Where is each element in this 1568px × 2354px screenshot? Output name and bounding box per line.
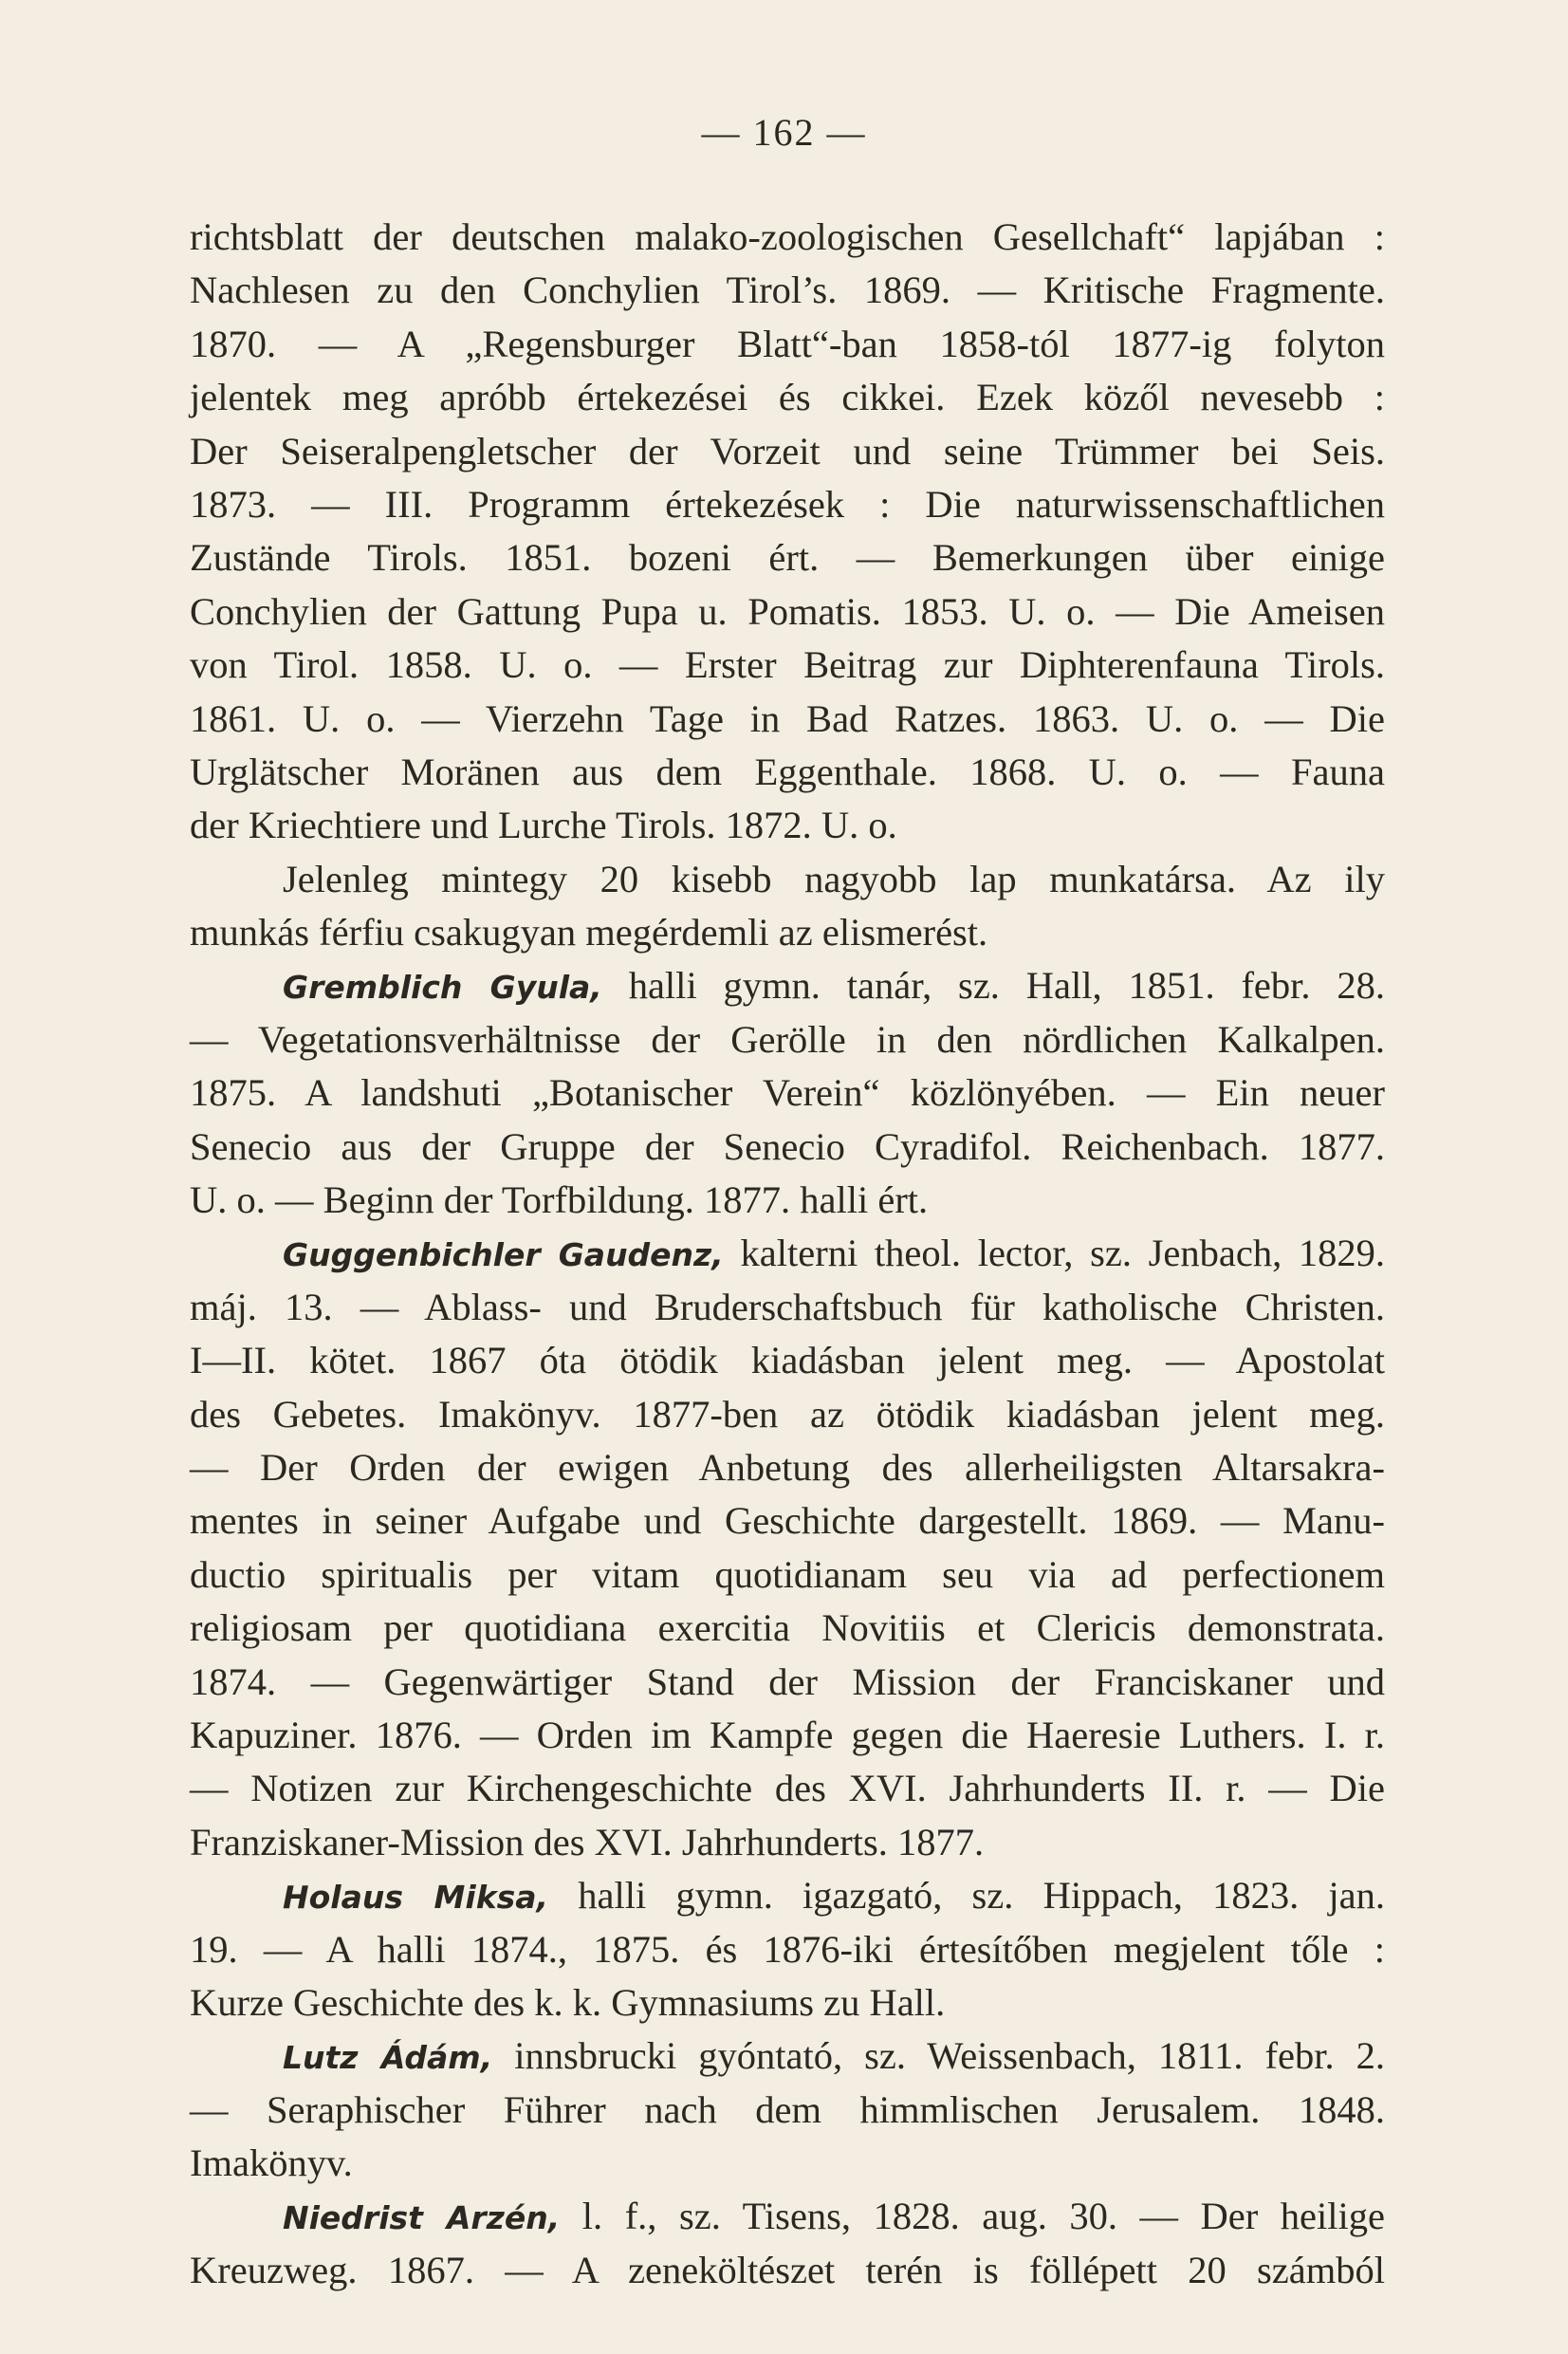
line-text: von Tirol. 1858. U. o. — Erster Beitrag zur Diphterenfauna Tirols. xyxy=(190,643,1385,687)
line-text: máj. 13. — Ablass- und Bruderschaftsbuch für katholische Christen. xyxy=(190,1285,1385,1328)
entry-first-line xyxy=(190,1227,1385,1280)
text-line xyxy=(190,1334,1385,1387)
entry-first-line xyxy=(190,2190,1385,2243)
text-line xyxy=(190,1709,1385,1762)
line-text: — Vegetationsverhältnisse der Gerölle in den nördlichen Kalkalpen. xyxy=(190,1017,1385,1061)
text-line xyxy=(190,746,1385,799)
text-line xyxy=(190,531,1385,584)
text-line xyxy=(190,2244,1385,2297)
line-text: — Notizen zur Kirchengeschichte des XVI. Jahrhunderts II. r. — Die xyxy=(190,1767,1385,1810)
author-name: Lutz Ádám, xyxy=(283,2039,493,2077)
text-line xyxy=(190,585,1385,639)
entry-first-line xyxy=(190,959,1385,1012)
text-line xyxy=(190,211,1385,264)
line-text: Der Seiseralpengletscher der Vorzeit und seine Trümmer bei Seis. xyxy=(190,429,1385,473)
text-line xyxy=(190,425,1385,478)
line-text: Imakönyv. xyxy=(190,2141,353,2185)
text-line xyxy=(190,853,1385,906)
author-name: Holaus Miksa, xyxy=(283,1879,549,1917)
line-text: Kurze Geschichte des k. k. Gymnasiums zu Hall. xyxy=(190,1980,946,2024)
line-text: der Kriechtiere und Lurche Tirols. 1872. U. o. xyxy=(190,804,897,847)
line-text: Kreuzweg. 1867. — A zeneköltészet terén is föllépett 20 számból xyxy=(190,2248,1385,2291)
line-text: 1874. — Gegenwärtiger Stand der Mission der Franciskaner und xyxy=(190,1659,1385,1703)
line-text: — Seraphischer Führer nach dem himmlischen Jerusalem. 1848. xyxy=(190,2087,1385,2131)
author-name: Niedrist Arzén, xyxy=(283,2199,561,2237)
line-text: Jelenleg mintegy 20 kisebb nagyobb lap munkatársa. Az ily xyxy=(283,857,1385,900)
line-text: 1870. — A „Regensburger Blatt“-ban 1858-tól 1877-ig folyton xyxy=(190,322,1385,365)
text-line xyxy=(190,371,1385,424)
text-line xyxy=(190,1013,1385,1066)
entry-first-line xyxy=(190,2030,1385,2083)
line-text: halli gymn. igazgató, sz. Hippach, 1823. jan. xyxy=(548,1874,1385,1918)
text-line xyxy=(190,1388,1385,1441)
line-text: — Der Orden der ewigen Anbetung des allerheiligsten Altarsakra- xyxy=(190,1445,1385,1489)
text-line xyxy=(190,693,1385,746)
text-line xyxy=(190,1441,1385,1494)
line-text: ductio spiritualis per vitam quotidianam seu via ad perfectionem xyxy=(190,1552,1385,1596)
line-text: jelentek meg apróbb értekezései és cikkei. Ezek közől nevesebb : xyxy=(190,376,1385,419)
text-line xyxy=(190,799,1385,852)
text-line xyxy=(190,1281,1385,1334)
line-text: 1873. — III. Programm értekezések : Die naturwissenschaftlichen xyxy=(190,482,1385,526)
line-text: Conchylien der Gattung Pupa u. Pomatis. 1853. U. o. — Die Ameisen xyxy=(190,589,1385,633)
line-text: innsbrucki gyóntató, sz. Weissenbach, 1811. febr. 2. xyxy=(492,2034,1385,2078)
text-line xyxy=(190,906,1385,959)
text-line xyxy=(190,1923,1385,1976)
text-line xyxy=(190,639,1385,692)
text-line xyxy=(190,318,1385,371)
text-line xyxy=(190,264,1385,317)
text-line xyxy=(190,1494,1385,1548)
author-name: Guggenbichler Gaudenz, xyxy=(283,1236,724,1274)
line-text: munkás férfiu csakugyan megérdemli az elismerést. xyxy=(190,911,988,955)
line-text: richtsblatt der deutschen malako-zoologischen Gesellchaft“ lapjában : xyxy=(190,215,1385,258)
text-line xyxy=(190,1976,1385,2030)
text-line xyxy=(190,1602,1385,1655)
text-line xyxy=(190,2137,1385,2190)
line-text: Zustände Tirols. 1851. bozeni ért. — Bemerkungen über einige xyxy=(190,536,1385,580)
line-text: U. o. — Beginn der Torfbildung. 1877. halli ért. xyxy=(190,1178,929,1222)
text-line xyxy=(190,2084,1385,2137)
text-line xyxy=(190,1121,1385,1174)
line-text: l. f., sz. Tisens, 1828. aug. 30. — Der heilige xyxy=(560,2195,1385,2238)
line-text: Urglätscher Moränen aus dem Eggenthale. 1868. U. o. — Fauna xyxy=(190,750,1385,793)
line-text: religiosam per quotidiana exercitia Novitiis et Clericis demonstrata. xyxy=(190,1606,1385,1650)
author-name: Gremblich Gyula, xyxy=(283,969,602,1007)
line-text: I—II. kötet. 1867 óta ötödik kiadásban jelent meg. — Apostolat xyxy=(190,1339,1385,1382)
line-text: kalterni theol. lector, sz. Jenbach, 1829. xyxy=(723,1232,1386,1275)
text-line xyxy=(190,1548,1385,1602)
text-line xyxy=(190,1762,1385,1815)
line-text: halli gymn. tanár, sz. Hall, 1851. febr. 28. xyxy=(601,964,1386,1008)
text-line xyxy=(190,1066,1385,1120)
line-text: Nachlesen zu den Conchylien Tirol’s. 1869. — Kritische Fragmente. xyxy=(190,269,1385,312)
page-number: — 162 — xyxy=(701,111,867,154)
text-line xyxy=(190,478,1385,531)
line-text: des Gebetes. Imakönyv. 1877-ben az ötödik kiadásban jelent meg. xyxy=(190,1392,1385,1436)
line-text: Senecio aus der Gruppe der Senecio Cyradifol. Reichenbach. 1877. xyxy=(190,1124,1385,1168)
text-line xyxy=(190,1656,1385,1709)
entry-first-line xyxy=(190,1869,1385,1922)
text-line xyxy=(190,1174,1385,1227)
body-text xyxy=(190,211,1385,2297)
line-text: 1861. U. o. — Vierzehn Tage in Bad Ratzes. 1863. U. o. — Die xyxy=(190,696,1385,740)
line-text: 1875. A landshuti „Botanischer Verein“ közlönyében. — Ein neuer xyxy=(190,1071,1385,1115)
line-text: mentes in seiner Aufgabe und Geschichte dargestellt. 1869. — Manu- xyxy=(190,1499,1385,1543)
line-text: Kapuziner. 1876. — Orden im Kampfe gegen die Haeresie Luthers. I. r. xyxy=(190,1713,1385,1756)
line-text: Franziskaner-Mission des XVI. Jahrhunderts. 1877. xyxy=(190,1820,985,1863)
text-line xyxy=(190,1816,1385,1869)
line-text: 19. — A halli 1874., 1875. és 1876-iki értesítőben megjelent tőle : xyxy=(190,1927,1385,1971)
